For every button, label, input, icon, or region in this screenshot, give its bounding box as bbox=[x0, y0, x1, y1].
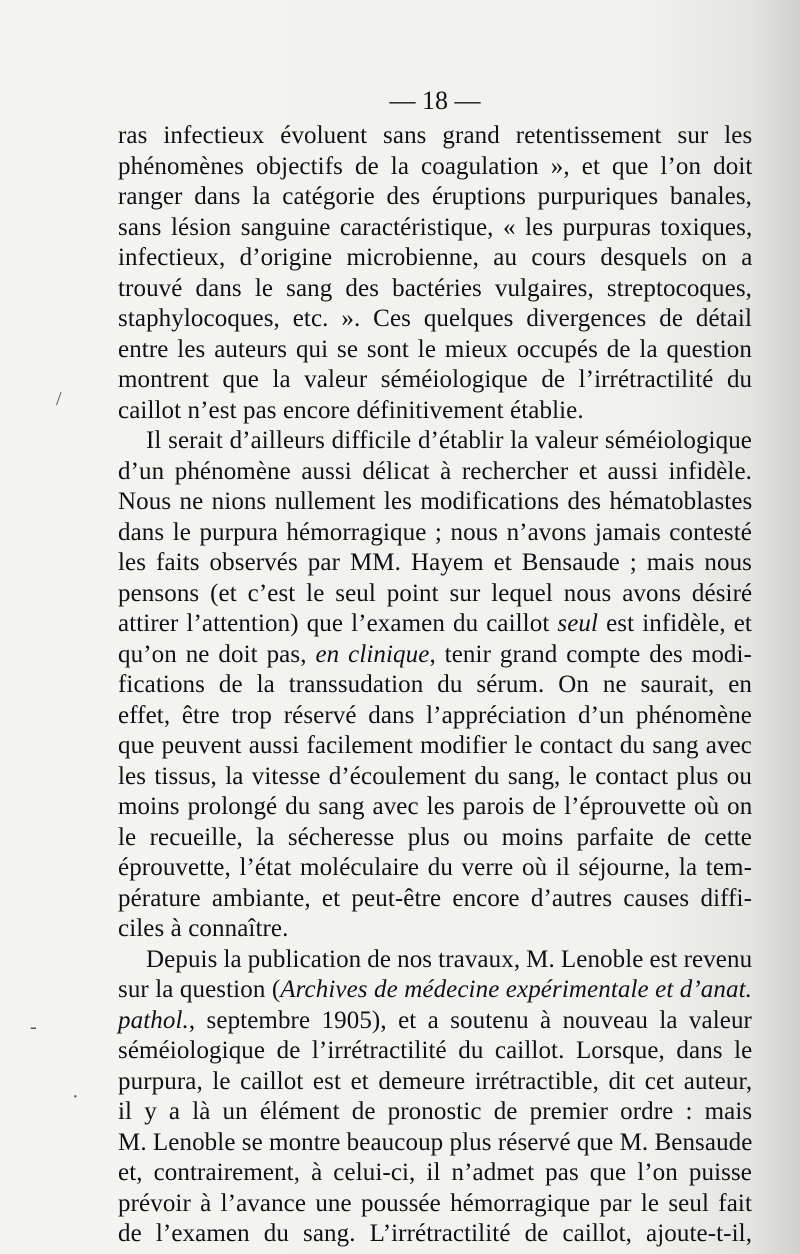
text-line: M. Lenoble se montre beaucoup plus réservé que M. Bensaude bbox=[118, 1128, 753, 1156]
margin-mark: / bbox=[56, 388, 62, 410]
text-line: trouvé dans le sang des bactéries vulgaires, streptocoques, bbox=[118, 274, 752, 302]
margin-mark: - bbox=[30, 1016, 37, 1038]
text-line: dans le purpura hémorragique ; nous n’avons jamais contesté bbox=[118, 518, 752, 546]
text-line: sans lésion sanguine caractéristique, « les purpuras toxiques, bbox=[118, 213, 753, 241]
text-line: ciles à connaître. bbox=[118, 915, 289, 942]
text-line: le recueille, la sécheresse plus ou moins parfaite de cette bbox=[118, 823, 752, 851]
text-line: Il serait d’ailleurs difficile d’établir la valeur séméiologique bbox=[146, 427, 752, 454]
page-number: — 18 — bbox=[389, 86, 481, 115]
text-line: Depuis la publication de nos travaux, M. Lenoble est revenu bbox=[146, 945, 753, 973]
text-line: montrent que la valeur séméiologique de l’irrétractilité du bbox=[118, 366, 753, 393]
text-line: prévoir à l’avance une poussée hémorragique par le seul fait bbox=[118, 1189, 752, 1217]
text-line: pérature ambiante, et peut-être encore d’autres causes diffi- bbox=[118, 884, 752, 912]
text-line: attirer l’attention) que l’examen du caillot seul est infidèle, et bbox=[118, 610, 752, 637]
text-line: effet, être trop réservé dans l’appréciation d’un phénomène bbox=[118, 701, 752, 729]
text-line: les tissus, la vitesse d’écoulement du sang, le contact plus ou bbox=[118, 762, 752, 790]
text-line: éprouvette, l’état moléculaire du verre où il séjourne, la tem- bbox=[118, 854, 752, 881]
text-line: ranger dans la catégorie des éruptions purpuriques banales, bbox=[118, 183, 752, 210]
text-line: d’un phénomène aussi délicat à rechercher et aussi infidèle. bbox=[118, 457, 752, 485]
text-line: séméiologique de l’irrétractilité du caillot. Lorsque, dans le bbox=[118, 1037, 753, 1064]
text-line: que peuvent aussi facilement modifier le contact du sang avec bbox=[118, 732, 752, 759]
text-line: de l’examen du sang. L’irrétractilité de caillot, ajoute-t-il, bbox=[118, 1220, 753, 1247]
text-line: entre les auteurs qui se sont le mieux occupés de la question bbox=[118, 335, 752, 363]
text-line: phénomènes objectifs de la coagulation », et que l’on doit bbox=[118, 152, 753, 180]
text-line: pensons (et c’est le seul point sur lequel nous avons désiré bbox=[118, 579, 753, 607]
text-line: staphylocoques, etc. ». Ces quelques divergences de détail bbox=[118, 305, 752, 332]
text-line: fications de la transsudation du sérum. On ne saurait, en bbox=[118, 671, 752, 698]
text-line: purpura, le caillot est et demeure irrétractible, dit cet auteur, bbox=[118, 1067, 753, 1095]
text-line: et, contrairement, à celui-ci, il n’admet pas que l’on puisse bbox=[118, 1159, 753, 1186]
text-line: ras infectieux évoluent sans grand retentissement sur les bbox=[118, 122, 753, 149]
text-line: infectieux, d’origine microbienne, au cours desquels on a bbox=[118, 244, 753, 271]
text-line: moins prolongé du sang avec les parois de l’éprouvette où on bbox=[118, 793, 753, 820]
body-text bbox=[118, 121, 752, 1250]
text-line: caillot n’est pas encore définitivement établie. bbox=[118, 396, 584, 424]
margin-mark: · bbox=[72, 1086, 79, 1108]
text-line: pathol., septembre 1905), et a soutenu à nouveau la valeur bbox=[118, 1006, 752, 1034]
text-line: Nous ne nions nullement les modifications des hématoblastes bbox=[118, 488, 753, 515]
text-line: il y a là un élément de pronostic de premier ordre : mais bbox=[118, 1098, 753, 1125]
text-line: sur la question (Archives de médecine expérimentale et d’anat. bbox=[118, 976, 752, 1003]
text-line: les faits observés par MM. Hayem et Bensaude ; mais nous bbox=[118, 549, 752, 576]
text-line: qu’on ne doit pas, en clinique, tenir grand compte des modi- bbox=[118, 640, 752, 668]
